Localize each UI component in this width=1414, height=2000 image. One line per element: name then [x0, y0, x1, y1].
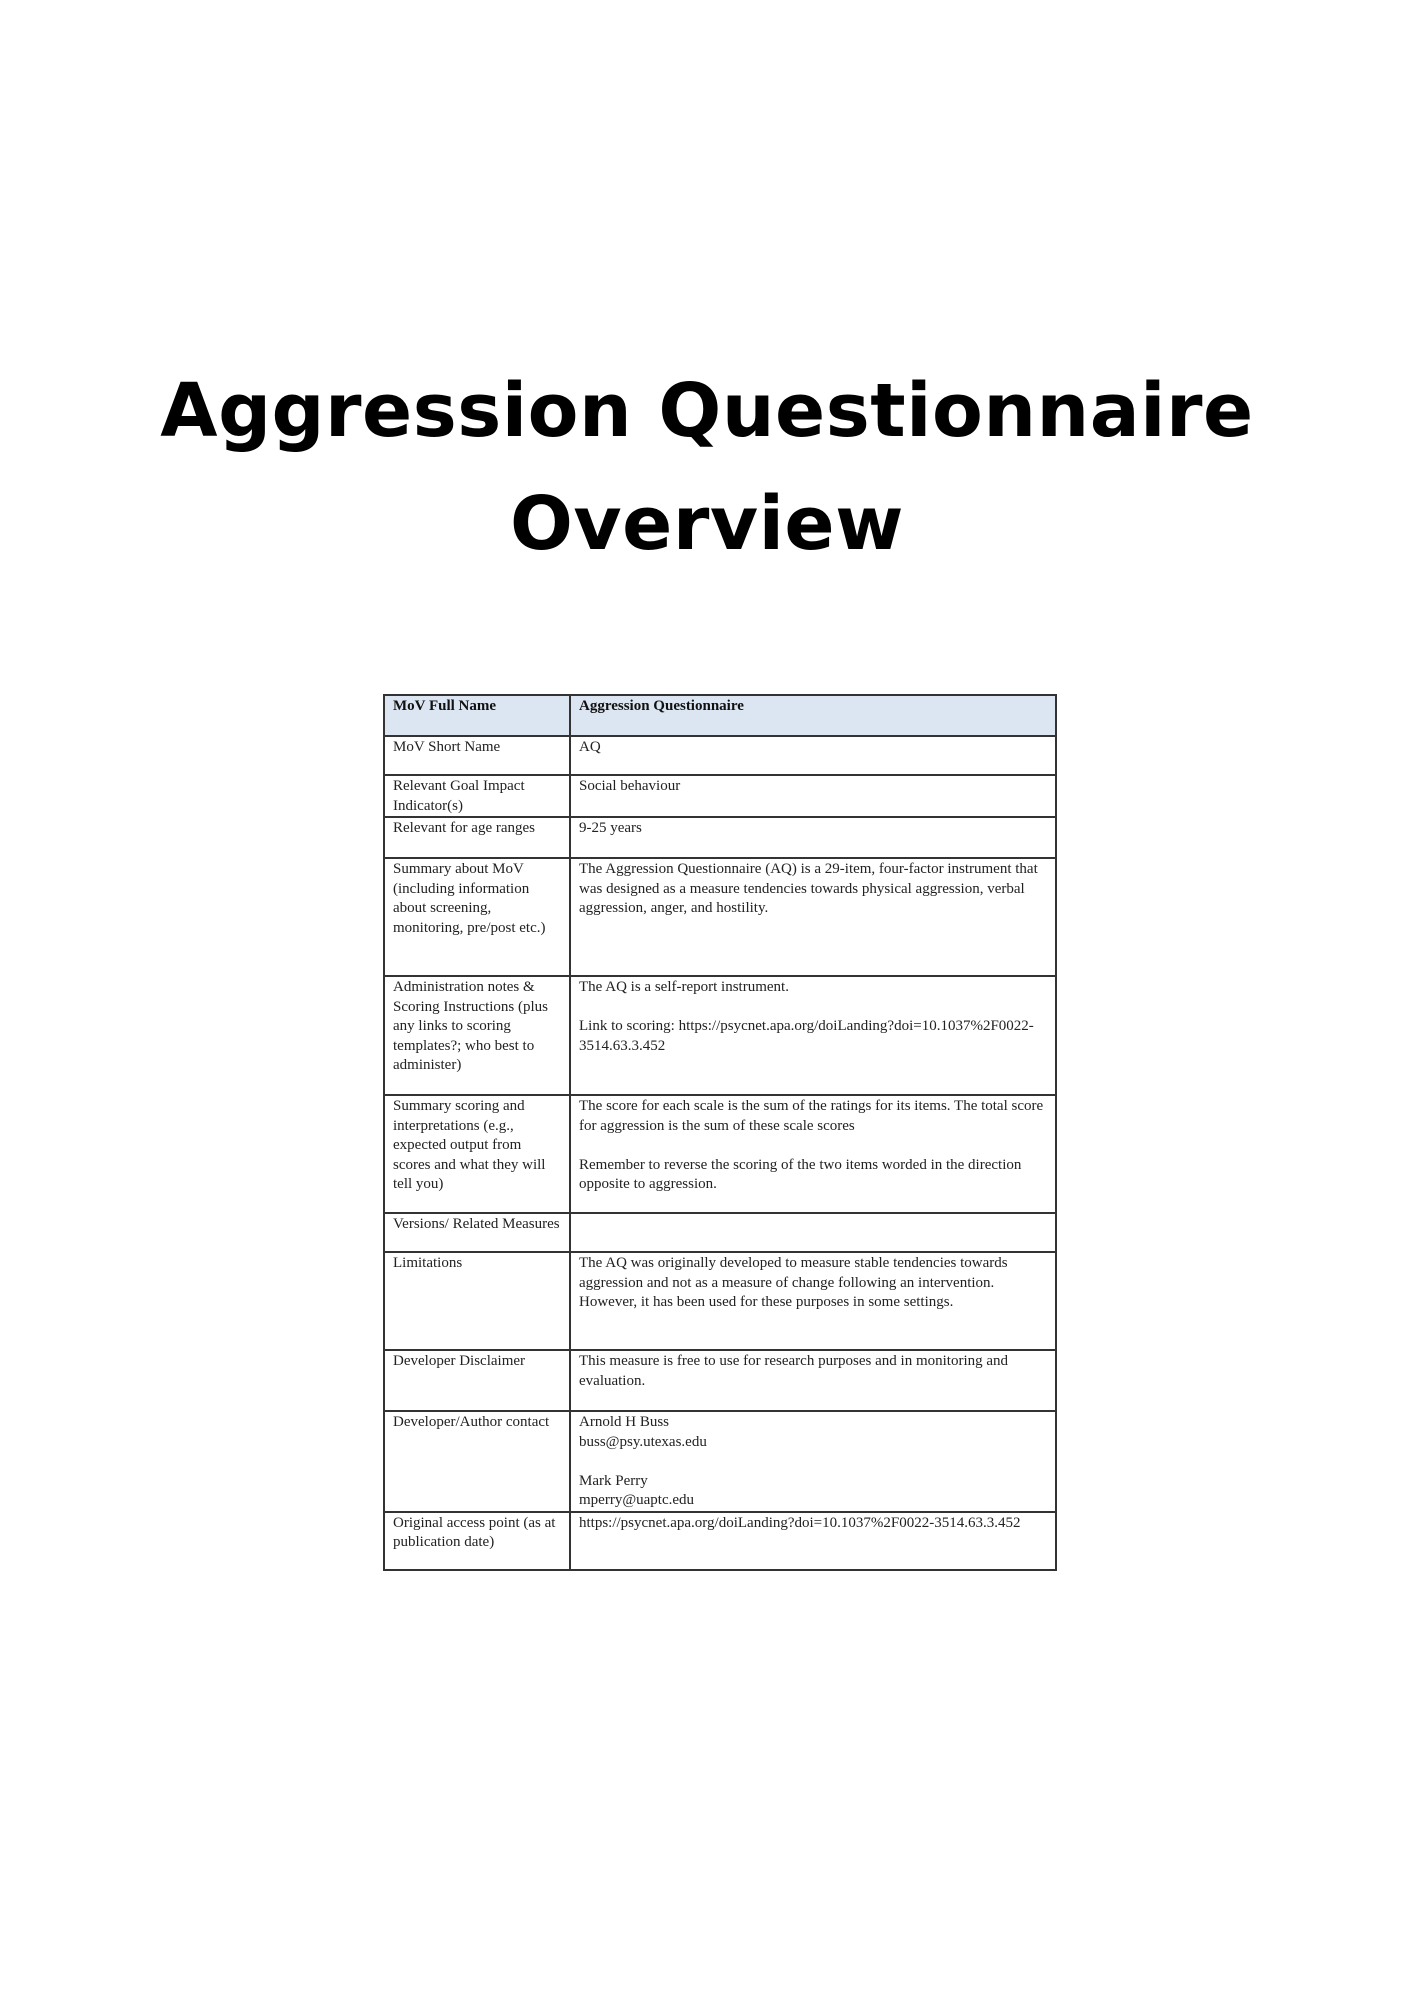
- row-key: Developer Disclaimer: [384, 1350, 570, 1411]
- table-row: [384, 1252, 1056, 1350]
- row-value: [570, 1095, 1056, 1213]
- row-key: Versions/ Related Measures: [384, 1213, 570, 1252]
- row-key: Relevant Goal Impact Indicator(s): [384, 775, 570, 817]
- title-line-2: Overview: [510, 481, 904, 567]
- row-value-paragraph: Remember to reverse the scoring of the two items worded in the direction opposite to aggression.: [579, 1156, 1022, 1192]
- row-value-paragraph: Social behaviour: [579, 778, 681, 794]
- paragraph-gap: [579, 998, 1047, 1018]
- row-value: [570, 1512, 1056, 1570]
- table-row: [384, 817, 1056, 858]
- row-value-paragraph: Link to scoring: https://psycnet.apa.org/doiLanding?doi=10.1037%2F0022-3514.63.3.452: [579, 1018, 1034, 1054]
- row-value-paragraph: https://psycnet.apa.org/doiLanding?doi=10.1037%2F0022-3514.63.3.452: [579, 1514, 1021, 1531]
- row-value: [570, 817, 1056, 858]
- row-value: [570, 775, 1056, 817]
- row-key: Developer/Author contact: [384, 1411, 570, 1512]
- row-value: [570, 858, 1056, 976]
- header-key: MoV Full Name: [384, 695, 570, 736]
- overview-table: [383, 694, 1057, 1571]
- table-header-row: [384, 695, 1056, 736]
- row-value: [570, 976, 1056, 1095]
- paragraph-gap: [579, 1136, 1047, 1156]
- table-row: [384, 775, 1056, 817]
- row-value-paragraph: Mark Perry mperry@uaptc.edu: [579, 1472, 695, 1508]
- row-value: [570, 1252, 1056, 1350]
- table-row: [384, 1095, 1056, 1213]
- row-value-paragraph: The AQ was originally developed to measure stable tendencies towards aggression and not as a measure of change following an intervention. However, it has been used for these purposes in some settings.: [579, 1255, 1008, 1310]
- row-value: [570, 1411, 1056, 1512]
- row-key: MoV Short Name: [384, 736, 570, 775]
- row-value: [570, 1350, 1056, 1411]
- table-row: [384, 1411, 1056, 1512]
- row-value: [570, 736, 1056, 775]
- row-value-paragraph: The Aggression Questionnaire (AQ) is a 29-item, four-factor instrument that was designed as a measure tendencies towards physical aggression, verbal aggression, anger, and hostility.: [579, 861, 1038, 916]
- page-title: [0, 355, 1414, 581]
- row-value-paragraph: Arnold H Buss buss@psy.utexas.edu: [579, 1414, 707, 1450]
- table-row: [384, 1350, 1056, 1411]
- row-key: Relevant for age ranges: [384, 817, 570, 858]
- row-value-paragraph: 9-25 years: [579, 820, 642, 836]
- title-line-1: Aggression Questionnaire: [160, 368, 1254, 454]
- table-row: [384, 858, 1056, 976]
- row-value-paragraph: AQ: [579, 739, 601, 755]
- row-key: Original access point (as at publication date): [384, 1512, 570, 1570]
- table-row: [384, 736, 1056, 775]
- table-row: [384, 1512, 1056, 1570]
- row-value-paragraph: This measure is free to use for research purposes and in monitoring and evaluation.: [579, 1353, 1009, 1389]
- row-key: Summary about MoV (including information about screening, monitoring, pre/post etc.): [384, 858, 570, 976]
- row-key: Limitations: [384, 1252, 570, 1350]
- row-value-paragraph: The score for each scale is the sum of the ratings for its items. The total score for aggression is the sum of these scale scores: [579, 1098, 1044, 1134]
- row-value-paragraph: The AQ is a self-report instrument.: [579, 979, 789, 995]
- row-key: Administration notes & Scoring Instructions (plus any links to scoring templates?; who best to administer): [384, 976, 570, 1095]
- table-row: [384, 1213, 1056, 1252]
- row-key: Summary scoring and interpretations (e.g., expected output from scores and what they will tell you): [384, 1095, 570, 1213]
- table-row: [384, 976, 1056, 1095]
- header-value: Aggression Questionnaire: [570, 695, 1056, 736]
- row-value: [570, 1213, 1056, 1252]
- paragraph-gap: [579, 1452, 1047, 1472]
